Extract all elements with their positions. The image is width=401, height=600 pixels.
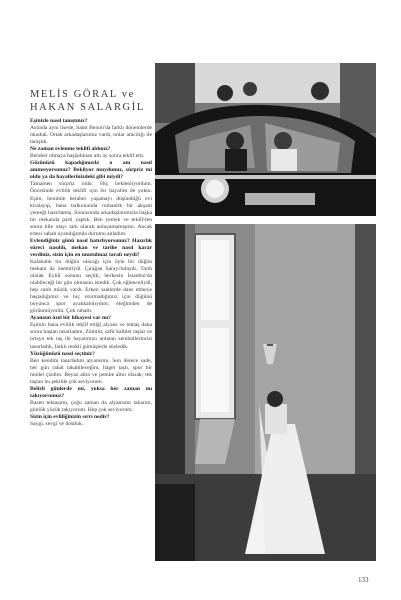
question: Eşinizle nasıl tanıştınız? bbox=[30, 118, 88, 124]
answer: Kalabalık bir düğün olacağı için öyle bir düğün mekanı da önemliydi. Çırağan Sarayı'ndaydı. Tarih olarak Eylül sonunu seçtik, herkesin İstanbul'da olabileceği bir gün olmasını istedik. Çok eğlenceliydi, hep canlı müzik vardı. Erken saatlerde dans etmeye başladığımız ve hiç oturmadığımız için düğünü boyunca spor ayakkabılıydım; eteğimden de görünmüyordu. Çok rahattı. bbox=[30, 258, 152, 315]
question: Ayanızın özel bir hikayesi var mı? bbox=[30, 315, 111, 322]
answer: Eşimin bana evlilik teklif ettiği alyans ve tektaş daha sonra baştan tasarladım. Zümrüt, safir kalbler taşlar ve ortaya tek taş ile hayatımızı anlatan sembollerimizi tasarladık, farklı renkli gümüşlerle süsledik. bbox=[30, 322, 152, 350]
question: Gözünüzü kapadığınızda o anı nasıl anımsıyorsunuz? Bekliyor muydunuz, sürpriz mi oldu ya da hayallerinizdeki gibi miydi? bbox=[30, 160, 152, 181]
answer: Aslında aynı lisede, Saint Benoit'da farklı dönemlerde okuduk. Ortak arkadaşlarımız vardı, onlar aracılığı ile tanıştık. bbox=[30, 125, 152, 146]
question: Belirli günlerde mi, yoksa her zaman mı takıyorsunuz? bbox=[30, 385, 152, 399]
bride-photo-illustration bbox=[155, 224, 376, 561]
answer: Bazen tektaşımı, çoğu zaman da alyansımı takarım, günlük yüzük takıyorum. Hep çok seviyorum. bbox=[30, 399, 152, 413]
title-line-1: MELİS GÖRAL ve bbox=[30, 89, 135, 100]
question: Ne zaman evlenme teklifi aldınız? bbox=[30, 146, 111, 153]
question: Sizin için evliliğinizin sırrı nedir? bbox=[30, 413, 110, 420]
page-number: 133 bbox=[358, 576, 369, 584]
car-photo bbox=[155, 63, 376, 216]
answer: Ben kendim tasarladım alyansımı. Son derece sade, her gün rahat takabileceğim, baget taşlı, spor bir model çizdim. Beyaz altın ve pembe altın olarak; tek taştan bu şekilde çok seviyorum. bbox=[30, 357, 152, 385]
bride-photo bbox=[155, 224, 376, 561]
answer: Tamamen sürpriz oldu. Hiç beklemiyordum. Öncesinde evlilik teklifi için bir hayalim de yoktu. Eşim, benimle beraber yaşamayı düşündüğü evi kiralayıp, bana balkonunda romantik bir akşam yemeği hazırlamış. Sonrasında arkadaşlarımızla başka bir mekanda parti yaptık. Ben yemek ve teklif-ten sonra bile olayı tam olarak anlayamamıştım. Ancak ertesi sabah uyandığımda durumu anladım. bbox=[30, 181, 152, 237]
car-photo-illustration bbox=[155, 63, 376, 216]
article-body bbox=[30, 118, 152, 580]
question: Evlendiğiniz günü nasıl hatırlıyorsunuz? Hazırlık süreci nasıldı, mekan ve tarihe nasıl karar verdiniz, sizin için en unutulmaz tarafı neydi? bbox=[30, 237, 152, 258]
answer: Beraber olmaya başladıktan altı ay sonra teklif etti. bbox=[30, 153, 145, 160]
article-title bbox=[30, 88, 155, 114]
question: Yüzüğünüzü nasıl seçtiniz? bbox=[30, 350, 95, 357]
answer: Saygı, sevgi ve dostluk. bbox=[30, 421, 84, 428]
title-line-2: HAKAN SALARGİL bbox=[30, 102, 145, 113]
